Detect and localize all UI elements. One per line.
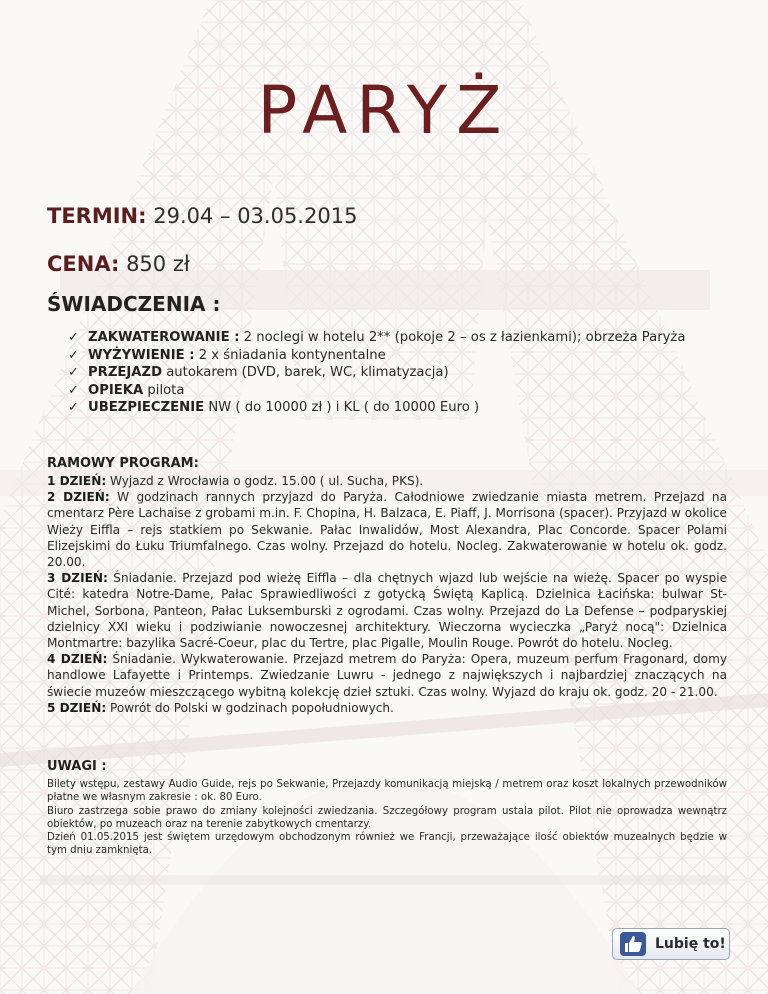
benefit-item (68, 364, 688, 382)
check-icon: ✓ (68, 365, 79, 380)
day-label: 1 DZIEŃ: (47, 474, 107, 488)
notes-body (47, 778, 727, 858)
check-icon: ✓ (68, 382, 79, 398)
note-paragraph: Biuro zastrzega sobie prawo do zmiany kolejności zwiedzania. Szczegółowy program ustala pilot. Pilot nie oprowadza wewnątrz obiektów, po muzeach oraz na terenie zabytkowych cmentarzy. (47, 805, 727, 830)
program-day (47, 700, 727, 716)
notes-heading: UWAGI : (47, 759, 107, 774)
day-text: Śniadanie. Przejazd pod wieżę Eiffla – dla chętnych wjazd lub wejście na wieżę. Spacer po wyspie Cité: katedra Notre-Dame, Pałac Sprawiedliwości z gotycką Świętą Kaplicą. Dzielnica Łacińska: bulwar St-Michel, Sorbona, Panteon, Pałac Luksemburski z ogrodami. Czas wolny. Przejazd do La Defense – podparyskiej dzielnicy XXI wieku i podziwianie nowoczesnej architektury. Wieczorna wycieczka „Paryż nocą": Dzielnica Montmartre: bazylika Sacré-Coeur, plac du Tertre, plac Pigalle, Moulin Rouge. Powrót do hotelu. Nocleg. (47, 571, 728, 651)
program-heading: RAMOWY PROGRAM: (47, 456, 199, 471)
day-text: Powrót do Polski w godzinach popołudniowych. (106, 700, 394, 715)
day-label: 2 DZIEŃ: (47, 490, 110, 505)
check-icon: ✓ (68, 400, 79, 415)
benefit-text: pilota (143, 382, 185, 398)
day-label: 5 DZIEŃ: (47, 700, 107, 715)
benefit-text: 2 x śniadania kontynentalne (194, 347, 386, 363)
benefit-item (68, 399, 688, 417)
program-day (47, 570, 727, 651)
benefit-key: WYŻYWIENIE : (88, 347, 195, 363)
day-label: 4 DZIEŃ: (47, 652, 108, 667)
benefits-list (68, 329, 688, 417)
benefit-key: UBEZPIECZENIE (88, 400, 205, 415)
term-label: TERMIN: (47, 204, 147, 228)
benefit-key: ZAKWATEROWANIE : (88, 330, 240, 345)
price-row (47, 252, 190, 276)
benefit-item (68, 329, 688, 347)
program-day (47, 489, 727, 570)
program-day (47, 473, 727, 489)
term-row (47, 204, 357, 228)
benefit-item (68, 382, 688, 400)
check-icon: ✓ (68, 347, 79, 363)
like-button-label: Lubię to! (655, 936, 726, 952)
benefits-heading: ŚWIADCZENIA : (47, 292, 221, 316)
benefit-text: 2 noclegi w hotelu 2** (pokoje 2 – os z łazienkami); obrzeża Paryża (239, 330, 686, 345)
price-value: 850 zł (126, 252, 190, 276)
benefit-key: PRZEJAZD (88, 365, 163, 380)
note-paragraph: Dzień 01.05.2015 jest świętem urzędowym obchodzonym również we Francji, przeważające ilość obiektów muzealnych będzie w tym dniu zamknięta. (47, 832, 727, 857)
term-value: 29.04 – 03.05.2015 (153, 204, 358, 228)
benefit-text: autokarem (DVD, barek, WC, klimatyzacja) (162, 365, 449, 380)
benefit-item (68, 347, 688, 365)
day-label: 3 DZIEŃ: (47, 571, 108, 586)
price-label: CENA: (47, 252, 120, 276)
note-paragraph: Bilety wstępu, zestawy Audio Guide, rejs po Sekwanie, Przejazdy komunikacją miejską / metrem oraz koszt lokalnych przewodników płatne we własnym zakresie : ok. 80 Euro. (47, 779, 727, 804)
thumbs-up-icon (619, 931, 647, 957)
check-icon: ✓ (68, 330, 79, 345)
program-day (47, 651, 727, 700)
like-button[interactable] (612, 928, 730, 960)
day-text: W godzinach rannych przyjazd do Paryża. Całodniowe zwiedzanie miasta metrem. Przejazd na cmentarz Père Lachaise z grobami m.in. F. Chopina, H. Balzaca, E. Piaff, J. Morrisona (spacer). Przyjazd w okolice Wieży Eiffla – rejs statkiem po Sekwanie. Pałac Inwalidów, Most Alexandra, Plac Concorde. Spacer Polami Elizejskimi do Łuku Triumfalnego. Czas wolny. Przejazd do hotelu. Nocleg. Zakwaterowanie w hotelu ok. godz. 20.00. (47, 490, 727, 570)
day-text: Wyjazd z Wrocławia o godz. 15.00 ( ul. Sucha, PKS). (106, 474, 424, 488)
page-title: PARYŻ (257, 72, 511, 149)
day-text: Śniadanie. Wykwaterowanie. Przejazd metrem do Paryża: Opera, muzeum perfum Fragonard, domy handlowe Lafayette i Printemps. Zwiedzanie Luwru - jednego z największych i najbardziej znaczących na świecie muzeów mieszczącego wybitną kolekcję dzieł sztuki. Czas wolny. Wyjazd do kraju ok. godz. 20 - 21.00. (47, 652, 728, 699)
benefit-key: OPIEKA (88, 382, 144, 398)
program-body (47, 473, 727, 716)
benefit-text: NW ( do 10000 zł ) i KL ( do 10000 Euro ) (204, 400, 480, 415)
